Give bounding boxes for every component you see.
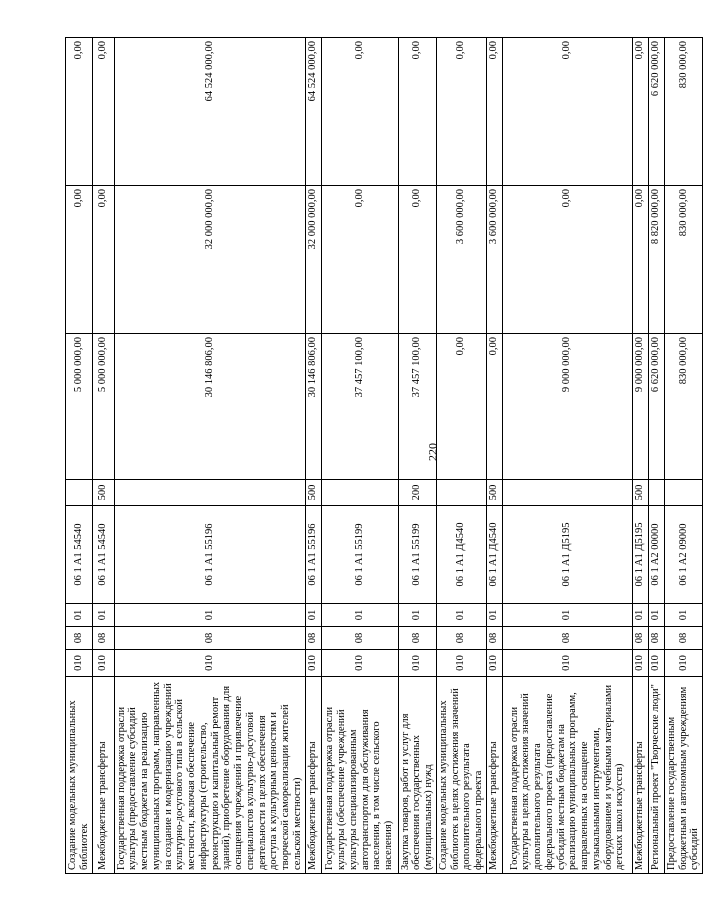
cell-expense-type <box>114 480 305 506</box>
cell-name: Государственная поддержка отрасли культуры (предоставление субсидий местным бюджетам на реализацию муниципальных программ, направленных на создание и модернизацию учреждений культурно-досугового типа в сельской местности, включая обеспечение инфраструктуры (строительство, реконструкцию и капитальный ремонт зданий), приобретение оборудования для оснащения учреждений и привлечение специалистов культурно-досуговой деятельности в целях обеспечения доступа к культурным ценностям и творческой самореализации жителей сельской местности) <box>114 677 305 874</box>
cell-target-article: 06 1 A1 Д4540 <box>436 506 486 604</box>
cell-target-article: 06 1 A1 54540 <box>92 506 114 604</box>
cell-name: Межбюджетные трансферты <box>305 677 321 874</box>
cell-admin-code: 010 <box>66 650 93 677</box>
cell-amount-year3: 0,00 <box>66 38 93 186</box>
cell-amount-year3: 0,00 <box>486 38 502 186</box>
cell-amount-year2: 0,00 <box>632 186 648 334</box>
cell-amount-year1: 0,00 <box>486 334 502 480</box>
cell-amount-year2: 0,00 <box>502 186 632 334</box>
cell-subsection: 01 <box>436 604 486 627</box>
cell-name: Государственная поддержка отрасли культуры в целях достижения значений дополнительного результата федерального проекта (предоставление субсидий местным бюджетам на реализацию муниципальных программ, направленных на оснащение музыкальными инструментами, оборудованием и учебными материалами детских школ искусств) <box>502 677 632 874</box>
cell-amount-year2: 32 000 000,00 <box>305 186 321 334</box>
cell-amount-year1: 9 000 000,00 <box>502 334 632 480</box>
budget-table-body <box>66 38 703 874</box>
cell-amount-year3: 0,00 <box>398 38 436 186</box>
cell-section: 08 <box>66 627 93 650</box>
cell-amount-year2: 8 820 000,00 <box>648 186 664 334</box>
cell-admin-code: 010 <box>632 650 648 677</box>
cell-amount-year3: 64 524 000,00 <box>114 38 305 186</box>
cell-subsection: 01 <box>321 604 398 627</box>
cell-expense-type <box>502 480 632 506</box>
table-row <box>398 38 436 874</box>
cell-section: 08 <box>92 627 114 650</box>
cell-name: Создание модельных муниципальных библиотек <box>66 677 93 874</box>
cell-expense-type <box>321 480 398 506</box>
cell-amount-year2: 32 000 000,00 <box>114 186 305 334</box>
cell-section: 08 <box>436 627 486 650</box>
cell-subsection: 01 <box>664 604 702 627</box>
table-row <box>632 38 648 874</box>
table-row <box>305 38 321 874</box>
cell-expense-type: 500 <box>305 480 321 506</box>
cell-target-article: 06 1 A1 Д5195 <box>632 506 648 604</box>
cell-section: 08 <box>486 627 502 650</box>
cell-amount-year2: 0,00 <box>398 186 436 334</box>
cell-target-article: 06 1 A1 Д5195 <box>502 506 632 604</box>
cell-amount-year3: 0,00 <box>436 38 486 186</box>
cell-expense-type <box>66 480 93 506</box>
cell-section: 08 <box>632 627 648 650</box>
cell-subsection: 01 <box>648 604 664 627</box>
cell-name: Межбюджетные трансферты <box>486 677 502 874</box>
cell-amount-year2: 3 600 000,00 <box>486 186 502 334</box>
cell-admin-code: 010 <box>114 650 305 677</box>
cell-amount-year3: 64 524 000,00 <box>305 38 321 186</box>
cell-subsection: 01 <box>486 604 502 627</box>
cell-target-article: 06 1 A2 09000 <box>664 506 702 604</box>
cell-admin-code: 010 <box>398 650 436 677</box>
cell-name: Предоставление государственным бюджетным и автономным учреждениям субсидий <box>664 677 702 874</box>
cell-expense-type: 200 <box>398 480 436 506</box>
cell-admin-code: 010 <box>664 650 702 677</box>
cell-amount-year3: 0,00 <box>502 38 632 186</box>
cell-target-article: 06 1 A1 54540 <box>66 506 93 604</box>
cell-section: 08 <box>114 627 305 650</box>
cell-amount-year2: 0,00 <box>92 186 114 334</box>
cell-amount-year3: 0,00 <box>92 38 114 186</box>
cell-section: 08 <box>664 627 702 650</box>
cell-section: 08 <box>648 627 664 650</box>
cell-amount-year1: 0,00 <box>436 334 486 480</box>
cell-subsection: 01 <box>398 604 436 627</box>
budget-table-container <box>65 38 701 874</box>
cell-amount-year3: 0,00 <box>632 38 648 186</box>
cell-name: Межбюджетные трансферты <box>92 677 114 874</box>
cell-amount-year3: 0,00 <box>321 38 398 186</box>
cell-admin-code: 010 <box>436 650 486 677</box>
cell-subsection: 01 <box>92 604 114 627</box>
cell-admin-code: 010 <box>321 650 398 677</box>
cell-amount-year1: 30 146 806,00 <box>305 334 321 480</box>
table-row <box>66 38 93 874</box>
cell-subsection: 01 <box>502 604 632 627</box>
table-row <box>648 38 664 874</box>
cell-target-article: 06 1 A2 00000 <box>648 506 664 604</box>
page-number: 220 <box>425 443 440 461</box>
cell-target-article: 06 1 A1 55199 <box>321 506 398 604</box>
table-row <box>114 38 305 874</box>
cell-amount-year2: 830 000,00 <box>664 186 702 334</box>
cell-amount-year1: 37 457 100,00 <box>398 334 436 480</box>
cell-expense-type: 500 <box>632 480 648 506</box>
table-row <box>502 38 632 874</box>
cell-name: Закупка товаров, работ и услуг для обеспечения государственных (муниципальных) нужд <box>398 677 436 874</box>
cell-target-article: 06 1 A1 Д4540 <box>486 506 502 604</box>
cell-amount-year2: 3 600 000,00 <box>436 186 486 334</box>
cell-subsection: 01 <box>114 604 305 627</box>
cell-section: 08 <box>321 627 398 650</box>
cell-expense-type <box>436 480 486 506</box>
cell-admin-code: 010 <box>502 650 632 677</box>
cell-amount-year2: 0,00 <box>321 186 398 334</box>
cell-amount-year1: 830 000,00 <box>664 334 702 480</box>
table-row <box>436 38 486 874</box>
cell-subsection: 01 <box>66 604 93 627</box>
cell-subsection: 01 <box>305 604 321 627</box>
cell-admin-code: 010 <box>305 650 321 677</box>
cell-admin-code: 010 <box>648 650 664 677</box>
cell-name: Межбюджетные трансферты <box>632 677 648 874</box>
cell-name: Региональный проект "Творческие люди" <box>648 677 664 874</box>
budget-table <box>65 37 703 874</box>
cell-expense-type: 500 <box>486 480 502 506</box>
cell-amount-year2: 0,00 <box>66 186 93 334</box>
table-row <box>486 38 502 874</box>
cell-subsection: 01 <box>632 604 648 627</box>
cell-section: 08 <box>398 627 436 650</box>
cell-amount-year1: 6 620 000,00 <box>648 334 664 480</box>
cell-name: Государственная поддержка отрасли культуры (обеспечение учреждений культуры специализированным автотранспортом для обслуживания населения, в том числе сельского населения) <box>321 677 398 874</box>
cell-amount-year3: 6 620 000,00 <box>648 38 664 186</box>
cell-section: 08 <box>502 627 632 650</box>
cell-amount-year3: 830 000,00 <box>664 38 702 186</box>
cell-name: Создание модельных муниципальных библиотек в целях достижения значений дополнительного результата федерального проекта <box>436 677 486 874</box>
cell-amount-year1: 37 457 100,00 <box>321 334 398 480</box>
table-row <box>92 38 114 874</box>
cell-expense-type: 500 <box>92 480 114 506</box>
cell-amount-year1: 30 146 806,00 <box>114 334 305 480</box>
cell-expense-type <box>664 480 702 506</box>
cell-section: 08 <box>305 627 321 650</box>
cell-admin-code: 010 <box>486 650 502 677</box>
cell-amount-year1: 5 000 000,00 <box>66 334 93 480</box>
table-row <box>664 38 702 874</box>
cell-target-article: 06 1 A1 55196 <box>305 506 321 604</box>
cell-expense-type <box>648 480 664 506</box>
cell-target-article: 06 1 A1 55196 <box>114 506 305 604</box>
table-row <box>321 38 398 874</box>
cell-amount-year1: 9 000 000,00 <box>632 334 648 480</box>
cell-target-article: 06 1 A1 55199 <box>398 506 436 604</box>
cell-admin-code: 010 <box>92 650 114 677</box>
cell-amount-year1: 5 000 000,00 <box>92 334 114 480</box>
